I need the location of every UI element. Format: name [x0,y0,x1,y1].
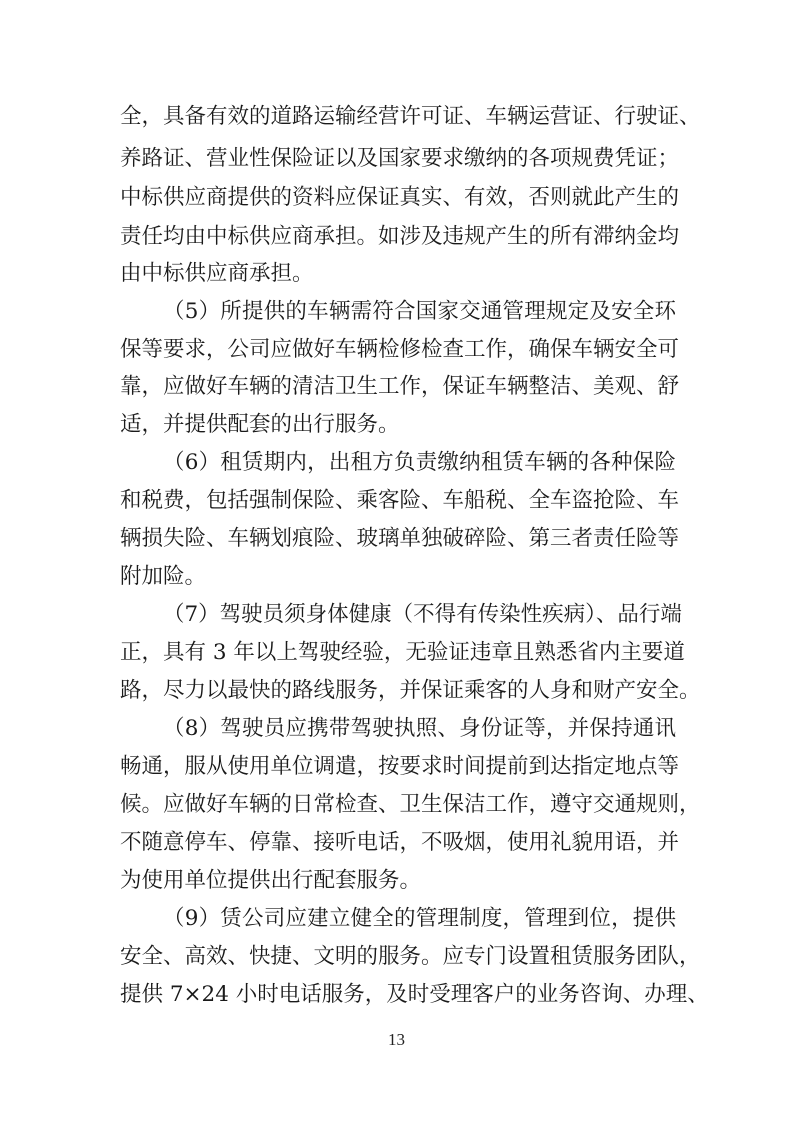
paragraph-5-first-line: （5）所提供的车辆需符合国家交通管理规定及安全环 [163,299,676,324]
text-line: 中标供应商提供的资料应保证真实、有效，否则就此产生的 [120,185,680,210]
text-line: 提供 7×24 小时电话服务，及时受理客户的业务咨询、办理、 [120,982,709,1007]
text-line: 路，尽力以最快的路线服务，并保证乘客的人身和财产安全。 [120,678,701,703]
text-line: 候。应做好车辆的日常检查、卫生保洁工作，遵守交通规则， [120,792,701,817]
text-line: 不随意停车、停靠、接听电话，不吸烟，使用礼貌用语，并 [120,830,680,855]
text-line: 保等要求，公司应做好车辆检修检查工作，确保车辆安全可 [120,337,680,362]
text-line: 全，具备有效的道路运输经营许可证、车辆运营证、行驶证、 [120,104,701,129]
text-line: 由中标供应商承担。 [120,261,314,286]
paragraph-7-first-line: （7）驾驶员须身体健康（不得有传染性疾病）、品行端 [163,602,682,627]
text-line: 为使用单位提供出行配套服务。 [120,868,422,893]
text-line: 附加险。 [120,564,207,589]
text-line: 安全、高效、快捷、文明的服务。应专门设置租赁服务团队， [120,944,701,969]
paragraph-8-first-line: （8）驾驶员应携带驾驶执照、身份证等，并保持通讯 [163,716,676,741]
paragraph-6-first-line: （6）租赁期内，出租方负责缴纳租赁车辆的各种保险 [163,450,676,475]
page-number: 13 [388,1030,405,1049]
text-line: 责任均由中标供应商承担。如涉及违规产生的所有滞纳金均 [120,224,680,249]
paragraph-9-first-line: （9）赁公司应建立健全的管理制度，管理到位，提供 [163,906,676,931]
text-line: 养路证、营业性保险证以及国家要求缴纳的各项规费凭证； [120,146,680,171]
text-line: 和税费，包括强制保险、乘客险、车船税、全车盗抢险、车 [120,488,680,513]
text-line: 靠，应做好车辆的清洁卫生工作，保证车辆整洁、美观、舒 [120,374,680,399]
text-line: 辆损失险、车辆划痕险、玻璃单独破碎险、第三者责任险等 [120,526,680,551]
text-line: 正，具有 3 年以上驾驶经验，无验证违章且熟悉省内主要道 [120,640,685,665]
text-line: 适，并提供配套的出行服务。 [120,412,400,437]
text-line: 畅通，服从使用单位调遣，按要求时间提前到达指定地点等 [120,754,680,779]
